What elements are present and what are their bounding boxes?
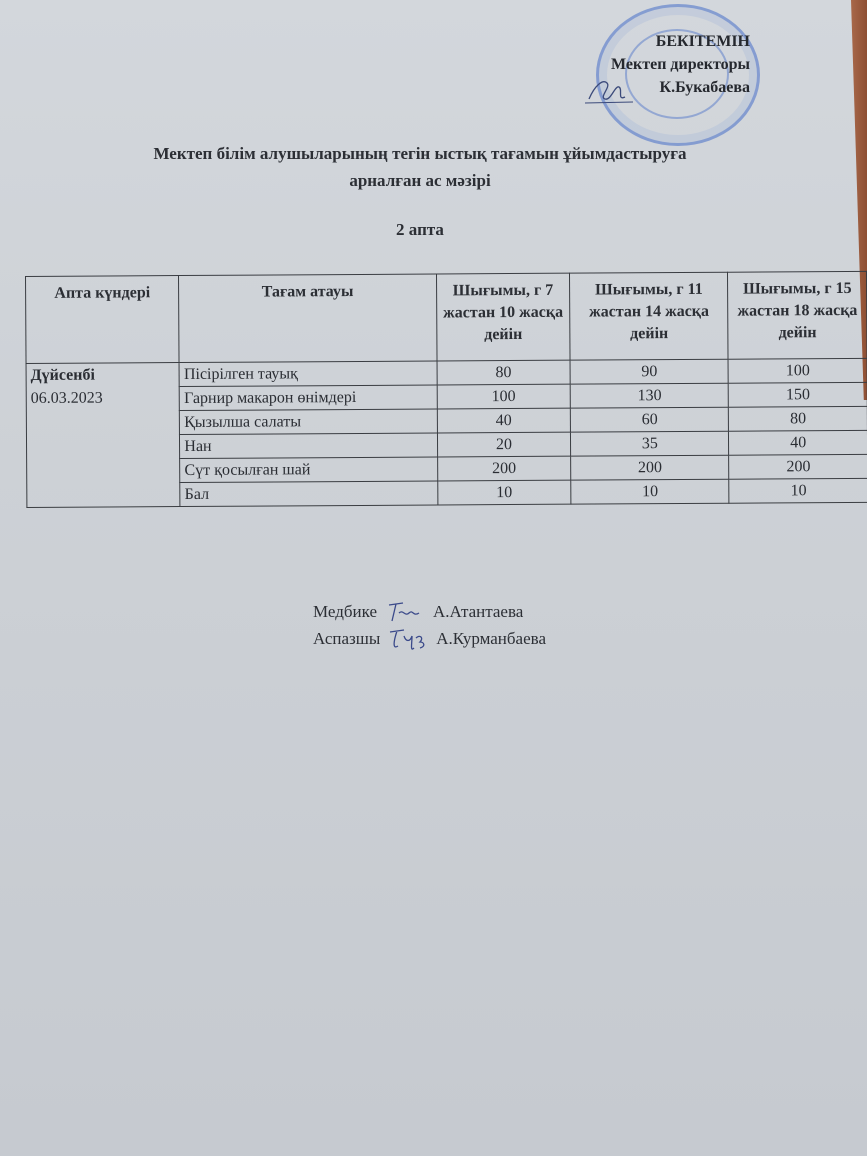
day-name: Дүйсенбі <box>30 366 95 384</box>
header-yield-11-14: Шығымы, г 11 жастан 14 жасқа дейін <box>570 272 729 360</box>
week-label: 2 апта <box>396 220 444 239</box>
yield-11-14-cell: 130 <box>570 383 728 408</box>
yield-11-14-cell: 60 <box>570 407 728 432</box>
staff-name: А.Атантаева <box>433 602 524 621</box>
dish-cell: Нан <box>180 433 437 459</box>
header-weekdays: Апта күндері <box>26 276 180 364</box>
header-dish-name: Тағам атауы <box>179 274 437 363</box>
staff-row-cook <box>313 625 546 652</box>
day-date: 06.03.2023 <box>30 389 103 407</box>
yield-7-10-cell: 20 <box>437 432 571 457</box>
table-header-row <box>26 271 867 363</box>
yield-15-18-cell: 100 <box>728 358 867 383</box>
yield-15-18-cell: 150 <box>729 382 867 407</box>
yield-11-14-cell: 10 <box>571 479 729 504</box>
approval-block <box>560 30 750 99</box>
header-yield-7-10: Шығымы, г 7 жастан 10 жасқа дейін <box>436 273 570 361</box>
yield-7-10-cell: 10 <box>437 480 571 505</box>
yield-15-18-cell: 10 <box>729 478 867 503</box>
day-cell <box>26 363 180 508</box>
yield-15-18-cell: 40 <box>729 430 867 455</box>
menu-table <box>25 271 867 508</box>
header-yield-15-18: Шығымы, г 15 жастан 18 жасқа дейін <box>728 271 867 359</box>
staff-signatures <box>313 598 546 652</box>
approval-position: Мектеп директоры <box>611 56 750 73</box>
yield-11-14-cell: 90 <box>570 359 728 384</box>
yield-7-10-cell: 100 <box>437 384 571 409</box>
dish-cell: Гарнир макарон өнімдері <box>179 385 436 411</box>
yield-15-18-cell: 80 <box>729 406 867 431</box>
staff-row-nurse <box>313 598 546 625</box>
approval-name: К.Букабаева <box>659 79 750 96</box>
dish-cell: Бал <box>180 481 437 507</box>
yield-7-10-cell: 200 <box>437 456 571 481</box>
staff-name: А.Курманбаева <box>436 629 546 648</box>
yield-11-14-cell: 200 <box>571 455 729 480</box>
dish-cell: Қызылша салаты <box>180 409 437 435</box>
dish-cell: Пісірілген тауық <box>179 361 436 387</box>
title-line-1: Мектеп білім алушыларының тегін ыстық тағамын ұйымдастыруға <box>153 144 687 163</box>
staff-role: Медбике <box>313 602 377 621</box>
staff-role: Аспазшы <box>313 629 381 648</box>
dish-cell: Сүт қосылған шай <box>180 457 437 483</box>
yield-15-18-cell: 200 <box>729 454 867 479</box>
yield-7-10-cell: 40 <box>437 408 571 433</box>
cook-signature-icon <box>386 626 430 652</box>
yield-11-14-cell: 35 <box>571 431 729 456</box>
nurse-signature-icon <box>383 599 427 625</box>
approval-heading: БЕКІТЕМІН <box>655 33 750 50</box>
yield-7-10-cell: 80 <box>437 360 571 385</box>
document-title <box>60 140 780 194</box>
title-line-2: арналған ас мәзірі <box>349 171 491 190</box>
